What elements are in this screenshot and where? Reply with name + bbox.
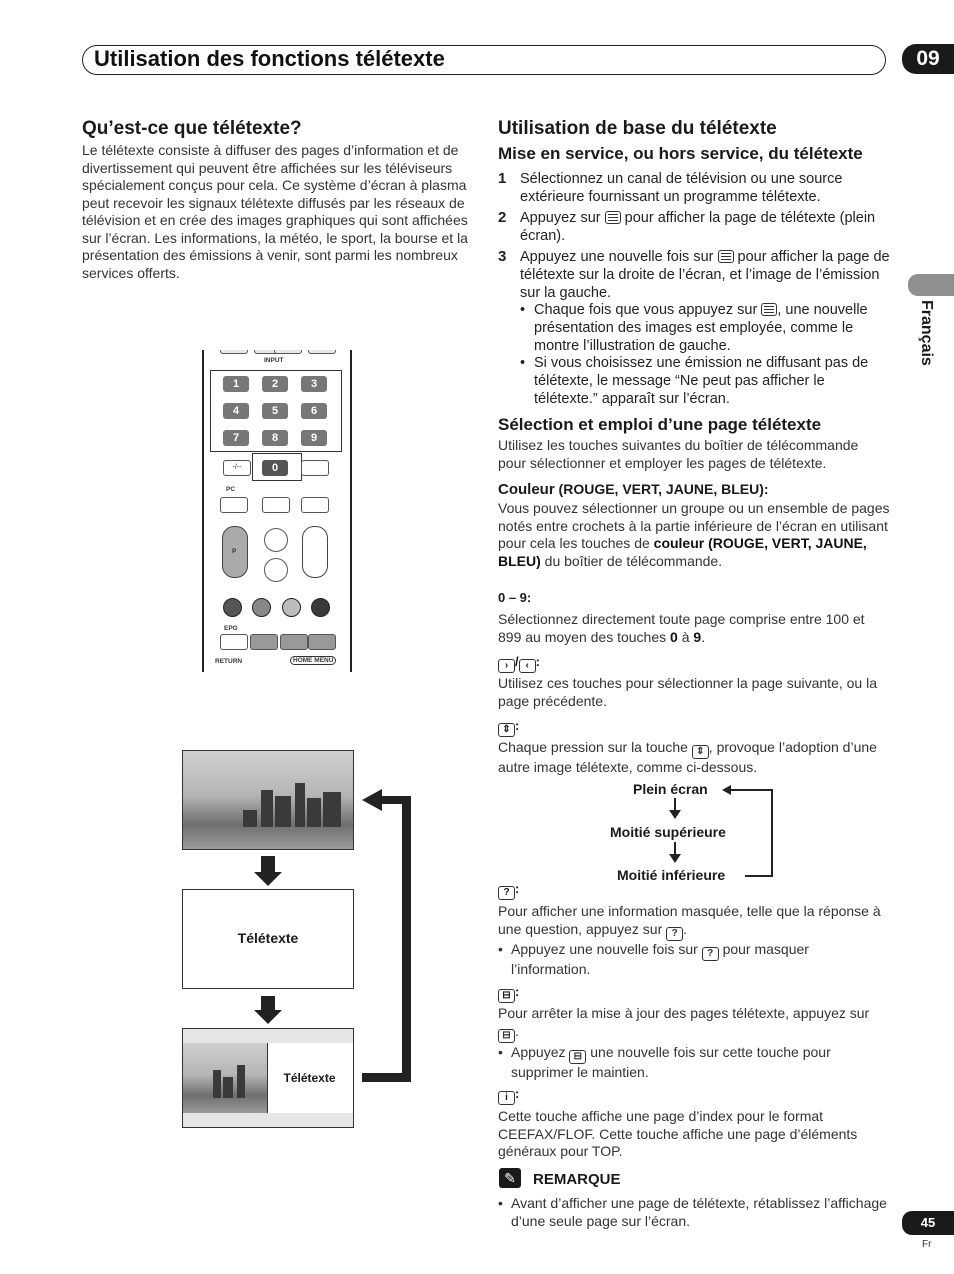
digit-key-2[interactable]: 2 [262,376,288,392]
reveal-key-title: ? : [498,881,519,900]
size-key-title: ⇕ : [498,718,519,737]
reveal-bullet: • Appuyez une nouvelle fois sur ? pour masquer l’information. [498,941,809,977]
color-key-blue[interactable] [311,598,330,617]
page-title: Utilisation des fonctions télétexte [94,46,445,71]
reveal-icon: ? [666,927,683,941]
reveal-paragraph: Pour afficher une information masquée, telle que la réponse à une question, appuyez sur ? . [498,903,881,939]
note-title: REMARQUE [533,1171,621,1188]
intro-paragraph: Le télétexte consiste à diffuser des pages d’information et de divertissement qui peuvent être affichées sur les téléviseurs spécialement conçus pour cela. Ce système d’écran à plasma peut recevoir les signaux télétexte diffusés par les réseaux de télévision et en crée des images graphiques qui sont affichées sur l’écran. Les informations, la météo, le sport, la bourse et la présentation des émissions à venir, sont parmi les nombreux services offerts. [82,142,468,281]
hold-icon: ⊟ [498,989,515,1003]
remote-illustration [202,350,352,672]
step-3: 3 Appuyez une nouvelle fois sur pour afficher la page de télétexte sur la droite de l’écran, et l’image de l’émission sur la gauche. [498,248,890,301]
index-key-title: i : [498,1086,519,1105]
subheading-on-off: Mise en service, ou hors service, du télétexte [498,144,863,163]
reveal-icon: ? [498,886,515,900]
digit-key-4[interactable]: 4 [223,403,249,419]
input-label: INPUT [264,357,284,364]
flow-lower-half: Moitié inférieure [617,867,726,883]
reveal-key[interactable] [250,634,278,650]
digit-key-8[interactable]: 8 [262,430,288,446]
reveal-icon: ? [702,947,719,961]
digit-key-9[interactable]: 9 [301,430,327,446]
section-heading-basic: Utilisation de base du télétexte [498,118,777,139]
select-intro: Utilisez les touches suivantes du boîtier de télécommande pour sélectionner et employer les pages de télétexte. [498,437,859,471]
page-number: 45 [902,1211,954,1235]
nav-keys-title: › / ‹ : [498,654,540,673]
color-key-green[interactable] [252,598,271,617]
step-2: 2 Appuyez sur pour afficher la page de télétexte (plein écran). [498,209,876,244]
language-tab [908,274,954,296]
pencil-icon: ✎ [499,1168,521,1188]
step-1: 1 Sélectionnez un canal de télévision ou une source extérieure fournissant un programme télétexte. [498,170,843,205]
digit-key-0[interactable]: 0 [262,460,288,476]
digit-key-3[interactable]: 3 [301,376,327,392]
teletext-label-half: Télétexte [283,1071,336,1085]
hold-key-title: ⊟ : [498,984,519,1003]
teletext-screen [182,889,354,989]
digit-key-7[interactable]: 7 [223,430,249,446]
page-down-icon: ‹ [519,659,536,673]
mute-key[interactable] [264,558,288,582]
volume-rocker[interactable] [302,526,328,578]
teletext-key[interactable] [308,634,336,650]
couleur-title: Couleur (ROUGE, VERT, JAUNE, BLEU): [498,481,769,498]
hold-bullet: • Appuyez ⊟ une nouvelle fois sur cette touche pour supprimer le maintien. [498,1044,831,1080]
size-icon: ⇕ [692,745,709,759]
digits-paragraph: Sélectionnez directement toute page comprise entre 100 et 899 au moyen des touches 0 à 9. [498,611,865,645]
teletext-label: Télétexte [237,930,299,946]
digit-key-6[interactable]: 6 [301,403,327,419]
flow-upper-half: Moitié supérieure [610,824,726,840]
home-menu-label: HOME MENU [290,656,336,665]
size-paragraph: Chaque pression sur la touche ⇕ , provoque l’adoption d’une autre image télétexte, comme ci-dessous. [498,739,877,775]
split-screen [182,1028,354,1128]
hold-icon: ⊟ [498,1029,515,1043]
note-bullet: • Avant d’afficher une page de télétexte, rétablissez l’affichage d’une seule page sur l’écran. [498,1195,887,1229]
teletext-info-key[interactable] [301,460,329,476]
teletext-icon [718,250,734,263]
color-key-red[interactable] [223,598,242,617]
color-key-yellow[interactable] [282,598,301,617]
hold-icon: ⊟ [569,1050,586,1064]
bullet-no-teletext: • Si vous choisissez une émission ne diffusant pas de télétexte, le message “Ne peut pas afficher le télétexte.” apparaît sur l’écran. [520,355,869,407]
index-paragraph: Cette touche affiche une page d’index pour le format CEEFAX/FLOF. Cette touche affiche une page d’éléments généraux pour TOP. [498,1108,858,1159]
language-label: Français [918,300,935,366]
pc-key[interactable] [220,497,248,513]
digit-key-5[interactable]: 5 [262,403,288,419]
bullet-layout: • Chaque fois que vous appuyez sur , une nouvelle présentation des images est employée, comme le montre l’illustration de gauche. [520,302,868,354]
p-label: P [232,548,237,555]
dash-key[interactable]: -/-- [223,460,251,476]
couleur-paragraph: Vous pouvez sélectionner un groupe ou un ensemble de pages notés entre crochets à la partie inférieure de l’écran en utilisant pour cela les touches de couleur (ROUGE, VERT, JAUNE, BLEU) du boîtier de télécommande. [498,500,890,569]
nav-paragraph: Utilisez ces touches pour sélectionner la page suivante, ou la page précédente. [498,675,877,709]
size-key[interactable] [301,497,329,513]
full-tv-picture [182,750,354,850]
section-heading-what-is: Qu’est-ce que télétexte? [82,118,302,139]
pc-label: PC [226,486,236,493]
digits-title: 0 – 9: [498,590,532,605]
index-icon: i [498,1091,515,1105]
index-key[interactable] [280,634,308,650]
teletext-icon [761,303,777,316]
teletext-icon [605,211,621,224]
epg-label: EPG [224,625,238,632]
split-key[interactable] [262,497,290,513]
size-icon: ⇕ [498,723,515,737]
flow-full-screen: Plein écran [633,781,708,797]
footer-language: Fr [922,1239,932,1250]
return-label: RETURN [215,658,243,665]
digit-key-1[interactable]: 1 [223,376,249,392]
dual-sound-key[interactable] [264,528,288,552]
chapter-badge: 09 [902,44,954,74]
page-up-icon: › [498,659,515,673]
hold-paragraph: Pour arrêter la mise à jour des pages télétexte, appuyez sur ⊟ . [498,1005,870,1041]
epg-key[interactable] [220,634,248,650]
subheading-select-page: Sélection et emploi d’une page télétexte [498,415,822,434]
